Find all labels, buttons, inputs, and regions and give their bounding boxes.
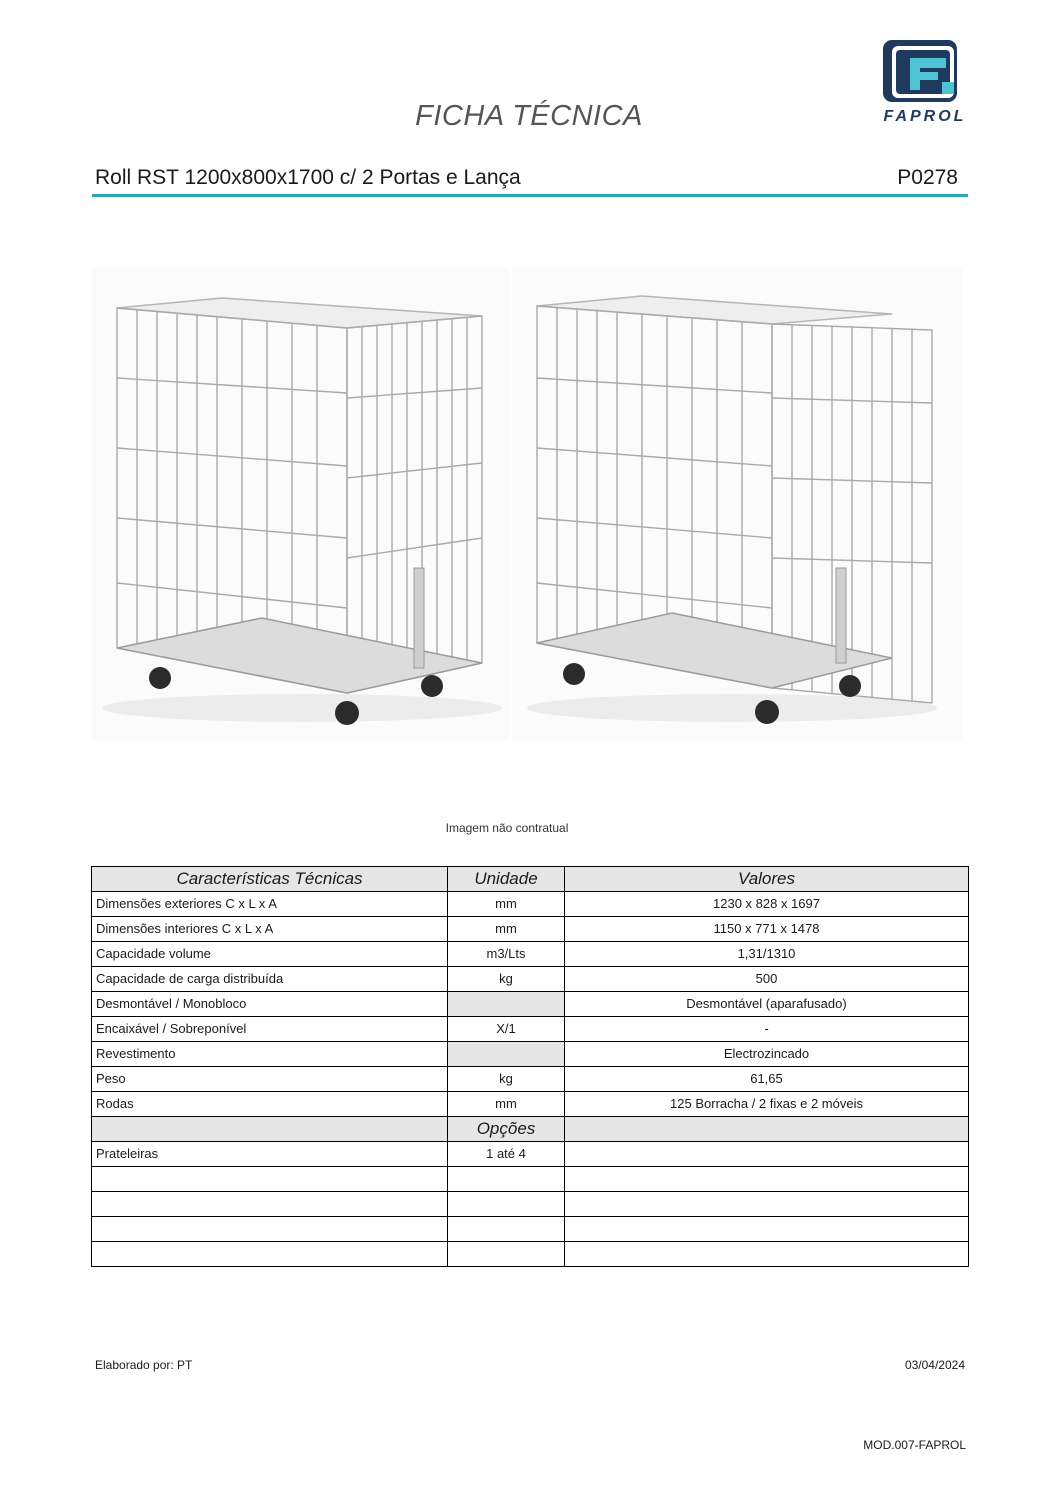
header-characteristics: Características Técnicas: [92, 867, 448, 892]
roll-cage-closed-icon: [92, 268, 510, 740]
row-unit: X/1: [448, 1017, 565, 1042]
options-header-row: [92, 1117, 969, 1142]
table-row: [92, 942, 969, 967]
row-label: Dimensões exteriores C x L x A: [92, 892, 448, 917]
row-unit: m3/Lts: [448, 942, 565, 967]
row-label: Dimensões interiores C x L x A: [92, 917, 448, 942]
roll-cage-open-icon: [512, 268, 962, 740]
option-value: [565, 1167, 969, 1192]
options-row: [92, 1217, 969, 1242]
row-label: Desmontável / Monobloco: [92, 992, 448, 1017]
options-row: [92, 1192, 969, 1217]
row-unit: mm: [448, 892, 565, 917]
option-label: [92, 1242, 448, 1267]
row-value: 1230 x 828 x 1697: [565, 892, 969, 917]
row-unit: kg: [448, 1067, 565, 1092]
row-value: 61,65: [565, 1067, 969, 1092]
logo-mark-icon: [880, 38, 970, 108]
footer-author: Elaborado por: PT: [95, 1358, 193, 1372]
row-unit: [448, 1042, 565, 1067]
header-values: Valores: [565, 867, 969, 892]
row-value: 125 Borracha / 2 fixas e 2 móveis: [565, 1092, 969, 1117]
option-value: [565, 1192, 969, 1217]
product-name: Roll RST 1200x800x1700 c/ 2 Portas e Lança: [95, 166, 521, 189]
row-value: 1,31/1310: [565, 942, 969, 967]
option-unit: [448, 1242, 565, 1267]
option-value: [565, 1217, 969, 1242]
option-unit: [448, 1167, 565, 1192]
row-label: Revestimento: [92, 1042, 448, 1067]
table-row: [92, 1067, 969, 1092]
row-label: Rodas: [92, 1092, 448, 1117]
row-unit: mm: [448, 1092, 565, 1117]
options-header-spacer-left: [92, 1117, 448, 1142]
table-row: [92, 992, 969, 1017]
product-image-open: [512, 268, 962, 740]
table-row: [92, 892, 969, 917]
option-label: [92, 1167, 448, 1192]
option-unit: 1 até 4: [448, 1142, 565, 1167]
options-header: Opções: [448, 1117, 565, 1142]
row-unit: mm: [448, 917, 565, 942]
document-title: FICHA TÉCNICA: [415, 100, 643, 132]
product-image-closed: [92, 268, 510, 740]
option-label: [92, 1192, 448, 1217]
option-label: [92, 1217, 448, 1242]
row-label: Capacidade volume: [92, 942, 448, 967]
logo-text: FAPROL: [883, 108, 967, 125]
table-row: [92, 1092, 969, 1117]
table-row: [92, 967, 969, 992]
specifications-table: [91, 866, 969, 1267]
footer-date: 03/04/2024: [904, 1358, 965, 1372]
row-value: 1150 x 771 x 1478: [565, 917, 969, 942]
image-disclaimer: Imagem não contratual: [445, 821, 569, 835]
table-header-row: [92, 867, 969, 892]
table-row: [92, 1042, 969, 1067]
header-unit: Unidade: [448, 867, 565, 892]
faprol-logo: [880, 38, 970, 130]
option-unit: [448, 1217, 565, 1242]
row-label: Capacidade de carga distribuída: [92, 967, 448, 992]
option-unit: [448, 1192, 565, 1217]
row-unit: [448, 992, 565, 1017]
row-unit: kg: [448, 967, 565, 992]
header-divider: [92, 194, 968, 197]
row-value: 500: [565, 967, 969, 992]
options-row: [92, 1167, 969, 1192]
row-value: -: [565, 1017, 969, 1042]
options-header-spacer-right: [565, 1117, 969, 1142]
row-label: Encaixável / Sobreponível: [92, 1017, 448, 1042]
option-label: Prateleiras: [92, 1142, 448, 1167]
options-row: [92, 1142, 969, 1167]
option-value: [565, 1242, 969, 1267]
row-value: Electrozincado: [565, 1042, 969, 1067]
table-row: [92, 1017, 969, 1042]
option-value: [565, 1142, 969, 1167]
product-code: P0278: [897, 166, 958, 189]
table-row: [92, 917, 969, 942]
row-label: Peso: [92, 1067, 448, 1092]
row-value: Desmontável (aparafusado): [565, 992, 969, 1017]
options-row: [92, 1242, 969, 1267]
footer-model-code: MOD.007-FAPROL: [863, 1438, 966, 1452]
